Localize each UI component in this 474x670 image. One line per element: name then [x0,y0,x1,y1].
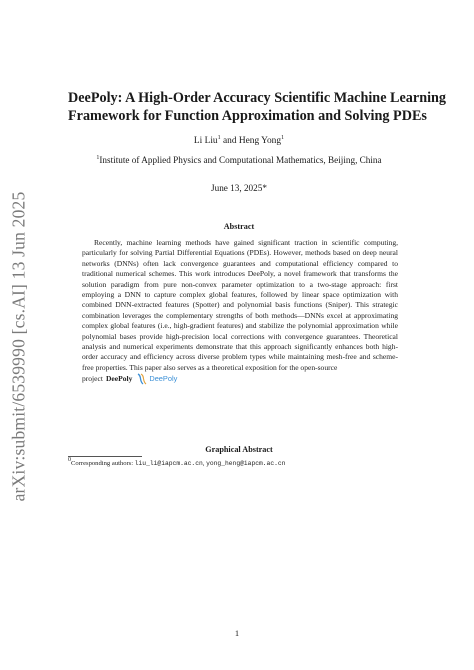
graphical-abstract-heading: Graphical Abstract [205,445,273,454]
deepoly-logo [136,373,177,385]
title-line-1: DeePoly: A High-Order Accuracy Scientific Machine Learning [68,90,447,106]
footnote-label: Corresponding authors: [71,460,134,467]
footnote-mark: 0 [68,457,71,463]
abstract-text: Recently, machine learning methods have gained significant traction in scientific computing, particularly for solving Partial Differential Equations (PDEs). However, methods based on deep neural networks (DNNs) often lack convergence guarantees and computational efficiency compared to traditional numerical schemes. This work introduces DeePoly, a novel framework that transforms the solution paradigm from pure non-convex parameter optimization to a two-stage approach: first employing a DNN to capture complex global features, followed by linear space optimization with combined DNN-extracted features (Spotter) and polynomial basis functions (Sniper). This strategic combination leverages the complementary strengths of both methods—DNNs excel at approximating complex global features (i.e., high-gradient features) and stabilize the polynomial approximation while polynomial bases provide high-precision local corrections with convergence guarantees. Theoretical analysis and numerical experiments demonstrate that this approach significantly enhances both high-order accuracy and efficiency across diverse problem types while maintaining mesh-free and scheme-free properties. This paper also serves as a theoretical exposition for the open-source [82,238,398,372]
footnote-separator: , [202,460,205,467]
email-link[interactable]: yong_heng@iapcm.ac.cn [206,460,286,467]
deepoly-logo-icon [136,373,148,385]
project-name: DeePoly [105,374,133,383]
author-affil-mark: 1 [281,135,285,141]
affiliation-text: Institute of Applied Physics and Computational Mathematics, Beijing, China [99,155,382,165]
arxiv-id: arXiv:submit/6539990 [cs.AI] 13 Jun 2025 [8,191,29,501]
abstract-body [82,238,398,373]
title-line-2: Framework for Function Approximation and Solving PDEs [68,108,427,124]
paper-title [68,89,447,125]
arxiv-stamp [7,191,31,501]
abstract-heading: Abstract [223,222,255,231]
author-name: Li Liu [193,136,218,146]
abstract-last-line [82,373,398,385]
logo-text: DeePoly [149,374,178,383]
author-list [68,135,410,147]
footnote-divider [68,456,142,457]
footnote [68,459,410,468]
author-affil-mark: 1 [217,135,221,141]
publication-date: June 13, 2025* [211,183,267,193]
affiliation [68,154,410,166]
author-name: Heng Yong [238,136,282,146]
affiliation-mark: 1 [96,155,100,161]
email-link[interactable]: liu_li@iapcm.ac.cn [134,460,203,467]
author-conjunction: and [222,136,237,146]
abstract-project-prefix: project [82,374,103,383]
page-number: 1 [234,628,240,638]
